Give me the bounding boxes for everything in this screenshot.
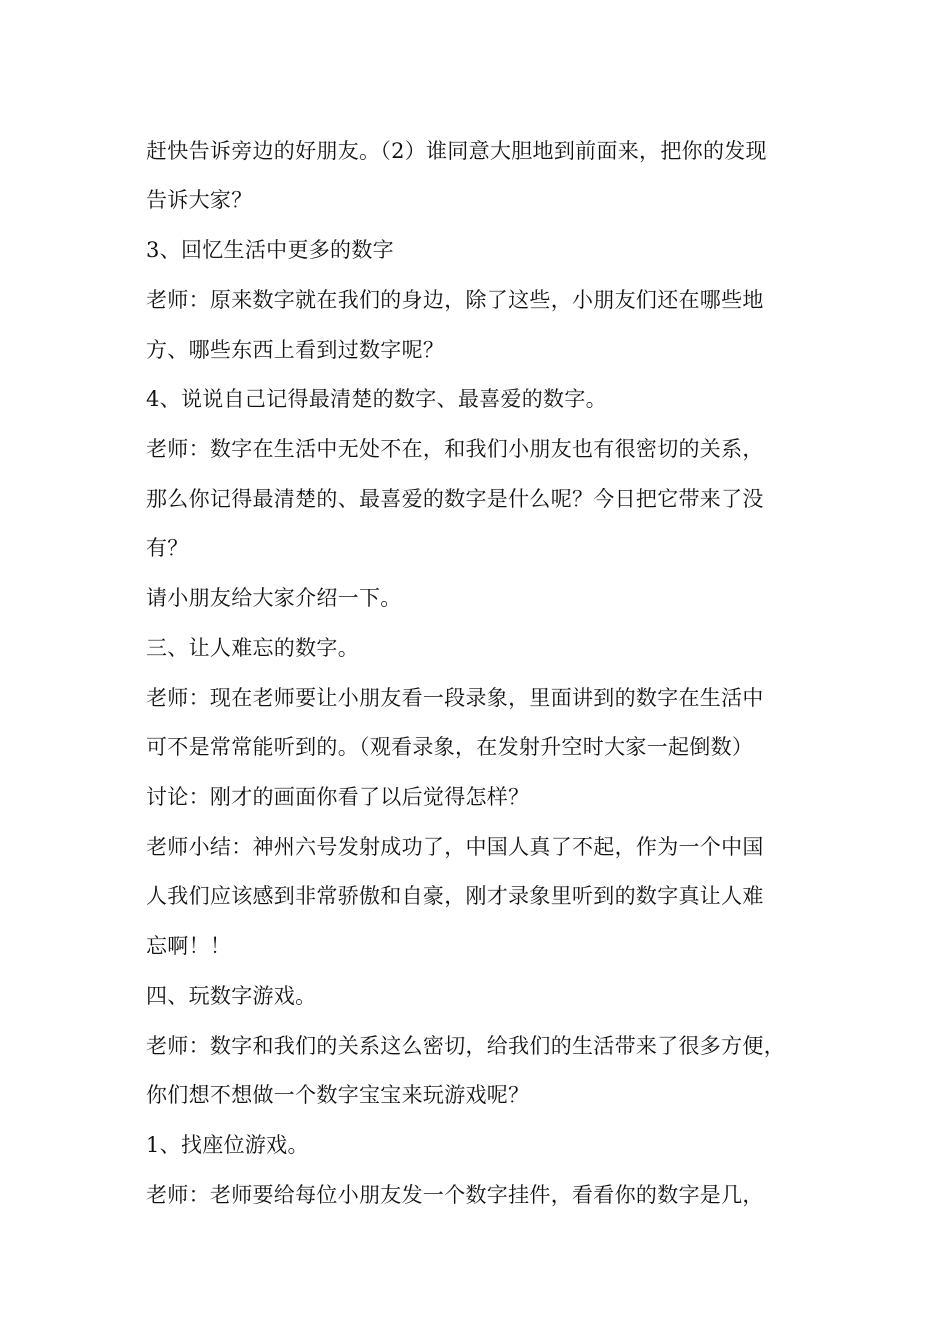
section-heading: 四、玩数字游戏。	[146, 984, 317, 1008]
text-line: 请小朋友给大家介绍一下。	[146, 586, 402, 610]
text-line: 赶快告诉旁边的好朋友。（2）谁同意大胆地到前面来，把你的发现	[146, 139, 767, 163]
text-line: 老师：现在老师要让小朋友看一段录象，里面讲到的数字在生活中	[146, 686, 764, 710]
text-line: 告诉大家？	[146, 188, 253, 212]
section-heading: 4、说说自己记得最清楚的数字、最喜爱的数字。	[146, 387, 607, 411]
text-line: 老师：原来数字就在我们的身边，除了这些，小朋友们还在哪些地	[146, 288, 764, 312]
text-line: 人我们应该感到非常骄傲和自豪，刚才录象里听到的数字真让人难	[146, 884, 764, 908]
text-line: 方、哪些东西上看到过数字呢？	[146, 338, 445, 362]
section-heading: 1、找座位游戏。	[146, 1133, 309, 1157]
text-line: 老师：数字在生活中无处不在，和我们小朋友也有很密切的关系，	[146, 437, 764, 461]
section-heading: 三、让人难忘的数字。	[146, 636, 359, 660]
text-line: 讨论：刚才的画面你看了以后觉得怎样？	[146, 785, 530, 809]
text-line: 老师小结：神州六号发射成功了，中国人真了不起，作为一个中国	[146, 835, 764, 859]
text-line: 忘啊！！	[146, 934, 232, 958]
text-line: 你们想不想做一个数字宝宝来玩游戏呢？	[146, 1083, 530, 1107]
text-line: 老师：数字和我们的关系这么密切，给我们的生活带来了很多方便，	[146, 1034, 785, 1058]
text-line: 老师：老师要给每位小朋友发一个数字挂件，看看你的数字是几，	[146, 1183, 764, 1207]
section-heading: 3、回忆生活中更多的数字	[146, 238, 394, 262]
text-line: 有？	[146, 536, 189, 560]
text-line: 可不是常常能听到的。（观看录象，在发射升空时大家一起倒数）	[146, 735, 754, 759]
text-line: 那么你记得最清楚的、最喜爱的数字是什么呢？今日把它带来了没	[146, 487, 764, 511]
